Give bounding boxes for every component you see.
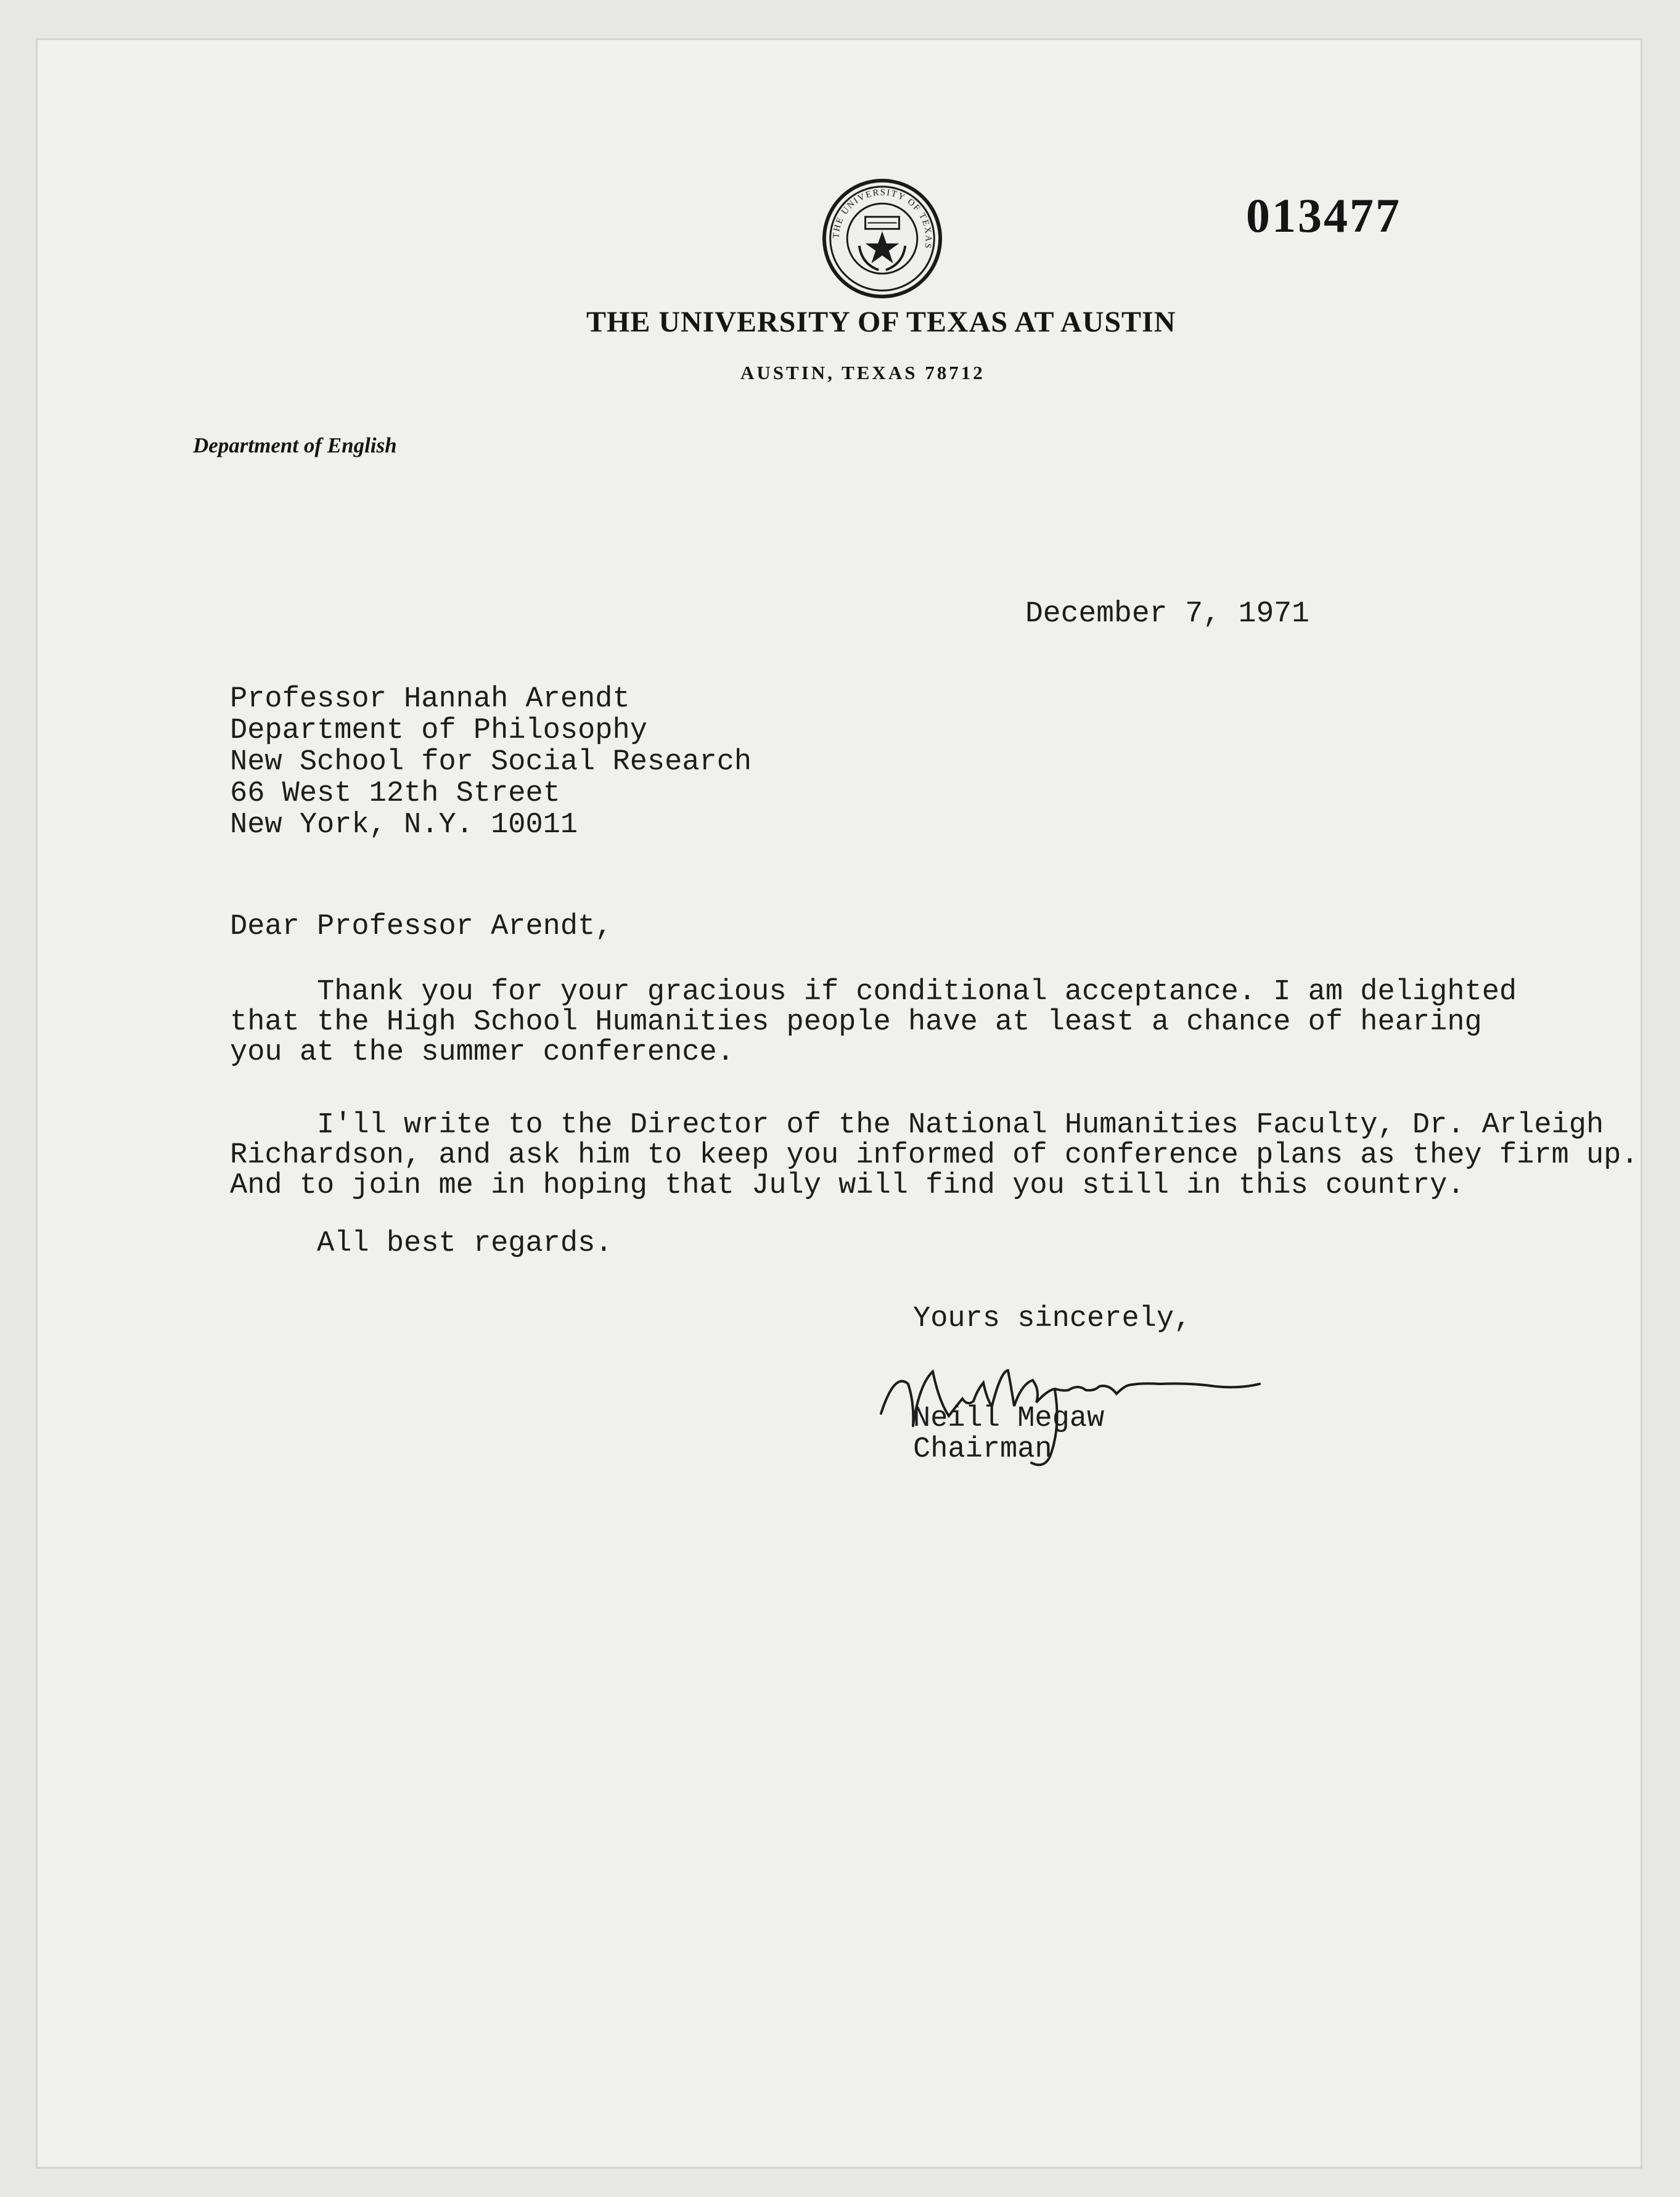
handwritten-signature	[870, 1347, 1301, 1476]
closing: Yours sincerely,	[913, 1303, 1192, 1335]
svg-text:THE UNIVERSITY OF TEXAS: THE UNIVERSITY OF TEXAS	[831, 187, 933, 250]
recipient-address	[230, 684, 752, 841]
salutation: Dear Professor Arendt,	[230, 910, 613, 943]
document-number: 013477	[1246, 189, 1401, 242]
university-name: THE UNIVERSITY OF TEXAS AT AUSTIN	[586, 306, 1176, 338]
recipient-line: Professor Hannah Arendt	[230, 683, 630, 716]
recipient-line: New York, N.Y. 10011	[230, 809, 578, 841]
letter-page	[36, 38, 1642, 2169]
recipient-line: 66 West 12th Street	[230, 777, 560, 810]
body-paragraph: Thank you for your gracious if conditional acceptance. I am delighted that the High School Humanities people have at least a chance of hearing you at the summer conference.	[230, 976, 1517, 1069]
university-seal-icon	[822, 178, 943, 299]
department-name: Department of English	[193, 433, 397, 457]
signer-title: Chairman	[913, 1433, 1052, 1466]
body-paragraph: I'll write to the Director of the National Humanities Faculty, Dr. Arleigh Richardson, and ask him to keep you informed of conference plans as they firm up. And to join me in hoping that July will find you still in this country.	[230, 1109, 1639, 1202]
university-address: AUSTIN, TEXAS 78712	[740, 362, 985, 383]
body-paragraph: All best regards.	[230, 1227, 613, 1260]
recipient-line: Department of Philosophy	[230, 714, 647, 747]
letter-date: December 7, 1971	[1025, 597, 1309, 631]
signer-name: Neill Megaw	[913, 1402, 1105, 1435]
recipient-line: New School for Social Research	[230, 746, 752, 779]
